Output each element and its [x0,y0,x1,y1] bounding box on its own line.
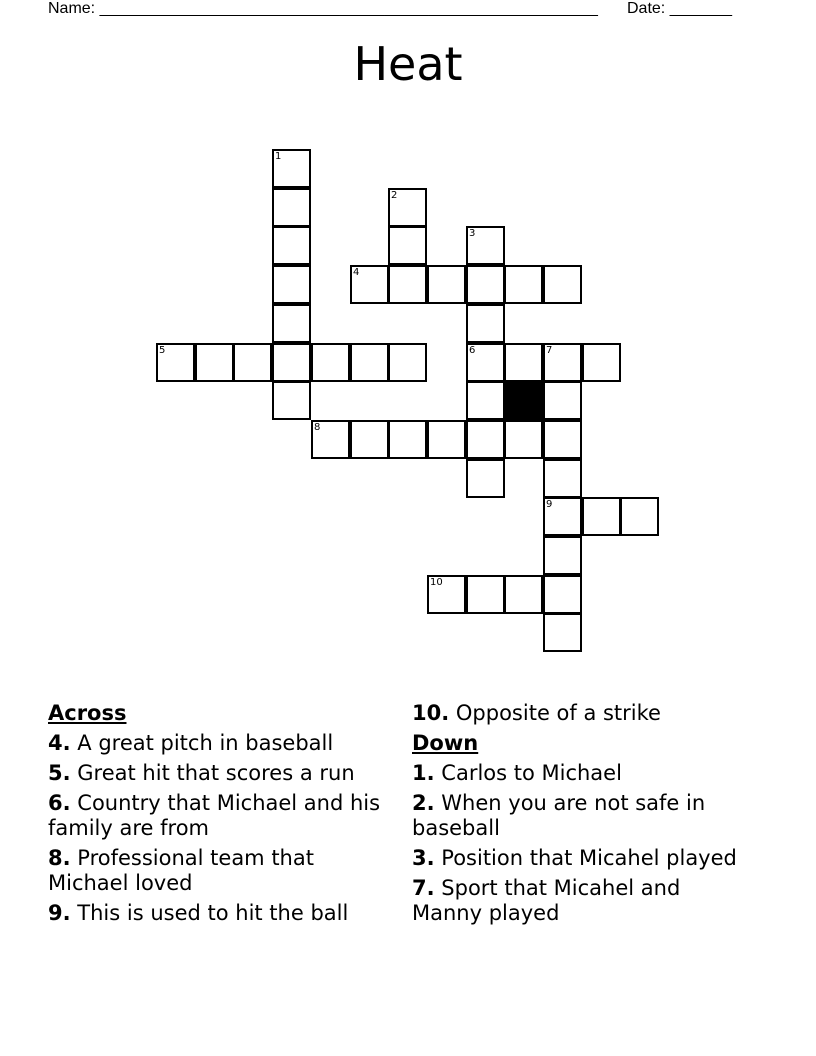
crossword-cell[interactable] [504,575,543,614]
crossword-cell[interactable] [272,381,311,420]
crossword-cell[interactable] [427,420,466,459]
crossword-cell[interactable] [388,420,427,459]
cell-number: 7 [546,345,553,356]
crossword-cell[interactable] [620,497,659,536]
clue-text: This is used to hit the ball [77,901,349,925]
clue-text: Country that Michael and his family are from [48,791,381,840]
clues-column-right [412,701,742,931]
crossword-cell[interactable] [272,304,311,343]
cell-number: 9 [546,499,553,510]
crossword-cell[interactable] [543,575,582,614]
crossword-cell[interactable] [466,226,505,265]
crossword-cell[interactable] [543,497,582,536]
crossword-cell[interactable] [427,265,466,304]
crossword-cell[interactable] [543,381,582,420]
clue-number: 3. [412,846,435,870]
cell-number: 3 [469,228,476,239]
clue-text: When you are not safe in baseball [412,791,706,840]
crossword-cell[interactable] [156,343,195,382]
crossword-cell[interactable] [543,613,582,652]
crossword-cell[interactable] [466,265,505,304]
cell-number: 4 [353,267,360,278]
clue-down-1 [412,761,742,786]
crossword-cell[interactable] [466,575,505,614]
crossword-cell[interactable] [543,459,582,498]
puzzle-title: Heat [353,37,463,91]
crossword-cell[interactable] [311,343,350,382]
crossword-cell[interactable] [504,343,543,382]
crossword-cell[interactable] [582,343,621,382]
crossword-cell[interactable] [466,343,505,382]
clue-text: A great pitch in baseball [77,731,334,755]
clue-across-9 [48,901,388,926]
clue-across-5 [48,761,388,786]
crossword-cell[interactable] [466,381,505,420]
clue-down-7 [412,876,742,926]
crossword-cell[interactable] [388,188,427,227]
crossword-cell[interactable] [350,420,389,459]
clue-number: 5. [48,761,71,785]
date-field-label: Date: _______ [627,0,732,17]
crossword-cell[interactable] [466,459,505,498]
clue-across-4 [48,731,388,756]
crossword-cell[interactable] [350,265,389,304]
crossword-cell[interactable] [466,420,505,459]
crossword-cell[interactable] [582,497,621,536]
crossword-cell[interactable] [504,265,543,304]
clue-number: 4. [48,731,71,755]
clue-across-10 [412,701,742,726]
crossword-cell[interactable] [388,343,427,382]
crossword-cell[interactable] [427,575,466,614]
crossword-cell[interactable] [504,420,543,459]
clue-text: Position that Micahel played [441,846,737,870]
clue-number: 1. [412,761,435,785]
clue-text: Sport that Micahel and Manny played [412,876,681,925]
crossword-cell[interactable] [272,226,311,265]
clue-number: 10. [412,701,450,725]
clue-down-2 [412,791,742,841]
crossword-cell[interactable] [272,265,311,304]
crossword-cell[interactable] [543,265,582,304]
crossword-cell[interactable] [543,536,582,575]
cell-number: 1 [275,151,282,162]
crossword-cell[interactable] [350,343,389,382]
clue-text: Great hit that scores a run [77,761,355,785]
name-field-label: Name: ________________________________________________________ [48,0,598,17]
cell-number: 6 [469,345,476,356]
clues-column-left [48,701,388,931]
crossword-cell[interactable] [233,343,272,382]
crossword-cell[interactable] [272,149,311,188]
clue-across-6 [48,791,388,841]
clue-number: 7. [412,876,435,900]
crossword-block [504,381,543,420]
crossword-cell[interactable] [272,188,311,227]
clue-down-3 [412,846,742,871]
cell-number: 2 [391,190,398,201]
crossword-cell[interactable] [195,343,234,382]
cell-number: 5 [159,345,166,356]
clue-text: Professional team that Michael loved [48,846,314,895]
clue-number: 9. [48,901,71,925]
down-heading: Down [412,731,479,755]
clue-text: Opposite of a strike [455,701,661,725]
crossword-cell[interactable] [388,226,427,265]
crossword-cell[interactable] [272,343,311,382]
across-heading: Across [48,701,127,725]
clue-across-8 [48,846,388,896]
crossword-cell[interactable] [311,420,350,459]
clue-number: 8. [48,846,71,870]
cell-number: 8 [314,422,321,433]
clue-number: 2. [412,791,435,815]
crossword-cell[interactable] [388,265,427,304]
crossword-cell[interactable] [466,304,505,343]
cell-number: 10 [430,577,443,588]
crossword-cell[interactable] [543,343,582,382]
crossword-cell[interactable] [543,420,582,459]
clue-text: Carlos to Michael [441,761,622,785]
clue-number: 6. [48,791,71,815]
